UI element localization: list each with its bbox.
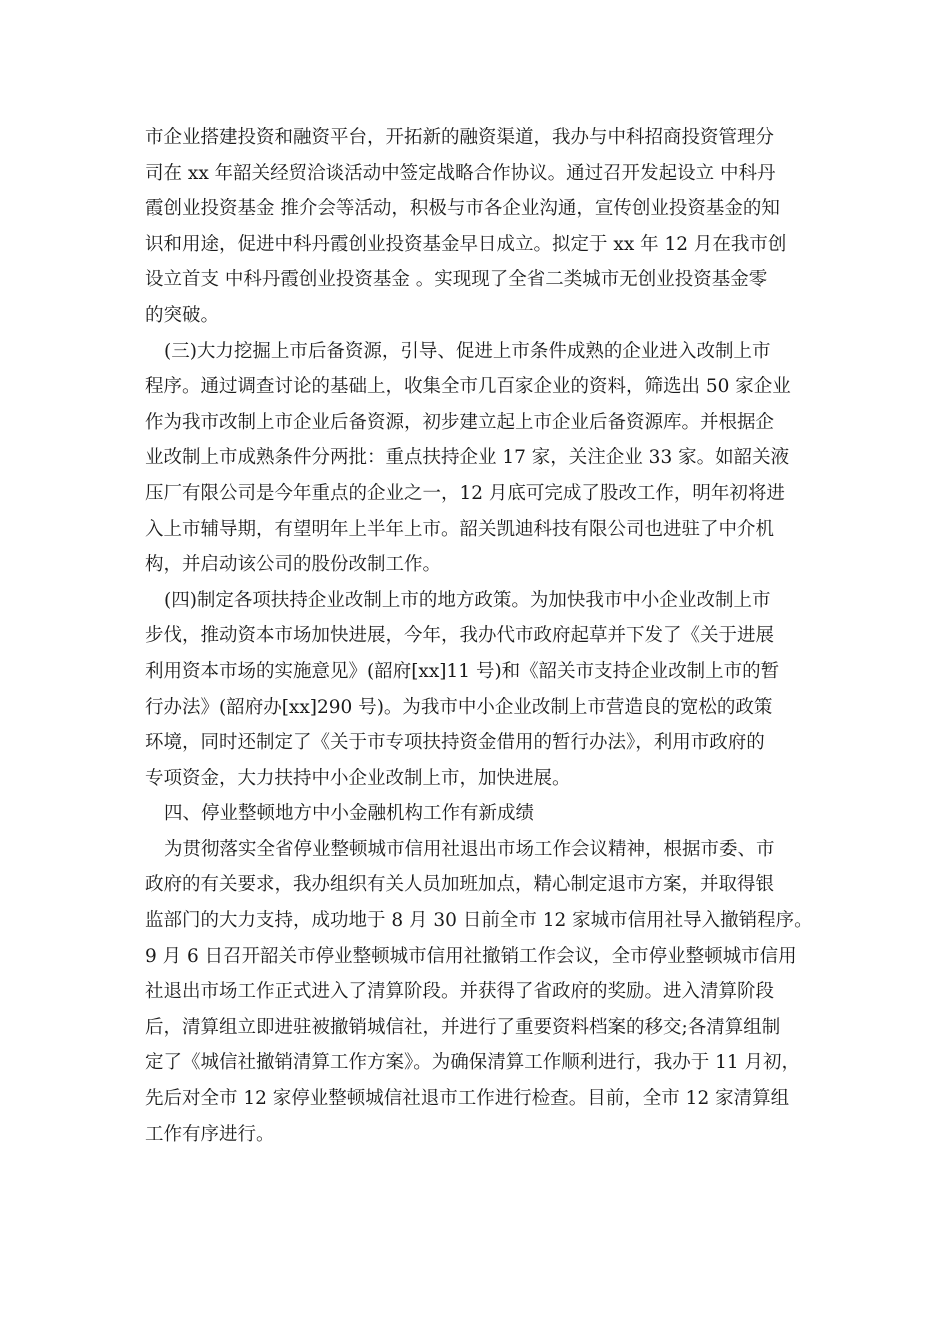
document-body [145, 120, 825, 1152]
text-line: 环境，同时还制定了《关于市专项扶持资金借用的暂行办法》，利用市政府的 [145, 732, 765, 754]
text-line: 识和用途，促进中科丹霞创业投资基金早日成立。拟定于 xx 年 12 月在我市创 [145, 233, 787, 255]
text-line: 霞创业投资基金 推介会等活动，积极与市各企业沟通，宣传创业投资基金的知 [145, 198, 780, 220]
text-line: 专项资金，大力扶持中小企业改制上市，加快进展。 [145, 767, 571, 789]
text-line: 监部门的大力支持，成功地于 8 月 30 日前全市 12 家城市信用社导入撤销程序。 [145, 910, 813, 932]
text-line: 构，并启动该公司的股份改制工作。 [145, 554, 442, 576]
text-line: 程序。通过调查讨论的基础上，收集全市几百家企业的资料，筛选出 50 家企业 [145, 376, 791, 398]
text-line: 设立首支 中科丹霞创业投资基金 。实现现了全省二类城市无创业投资基金零 [145, 269, 768, 291]
text-line: 社退出市场工作正式进入了清算阶段。并获得了省政府的奖励。进入清算阶段 [145, 981, 775, 1003]
text-line: 入上市辅导期，有望明年上半年上市。韶关凯迪科技有限公司也进驻了中介机 [145, 518, 775, 540]
text-line: 9 月 6 日召开韶关市停业整顿城市信用社撤销工作会议，全市停业整顿城市信用 [145, 945, 797, 967]
text-line: 利用资本市场的实施意见》(韶府[xx]11 号)和《韶关市支持企业改制上市的暂 [145, 660, 780, 682]
text-line: 后，清算组立即进驻被撤销城信社，并进行了重要资料档案的移交;各清算组制 [145, 1016, 781, 1038]
text-line: 工作有序进行。 [145, 1123, 275, 1145]
text-line: 定了《城信社撤销清算工作方案》。为确保清算工作顺利进行，我办于 11 月初， [145, 1052, 801, 1074]
text-line: (四)制定各项扶持企业改制上市的地方政策。为加快我市中小企业改制上市 [164, 589, 771, 611]
text-line: 四、停业整顿地方中小金融机构工作有新成绩 [164, 803, 535, 825]
text-line: 业改制上市成熟条件分两批：重点扶持企业 17 家，关注企业 33 家。如韶关液 [145, 447, 790, 469]
text-line: 市企业搭建投资和融资平台，开拓新的融资渠道，我办与中科招商投资管理分 [145, 127, 775, 148]
text-line: 行办法》(韶府办[xx]290 号)。为我市中小企业改制上市营造良的宽松的政策 [145, 696, 773, 718]
text-line: 为贯彻落实全省停业整顿城市信用社退出市场工作会议精神，根据市委、市 [164, 838, 775, 860]
text-line: 步伐，推动资本市场加快进展，今年，我办代市政府起草并下发了《关于进展 [145, 625, 775, 647]
text-line: 压厂有限公司是今年重点的企业之一，12 月底可完成了股改工作，明年初将进 [145, 482, 785, 504]
text-line: (三)大力挖掘上市后备资源，引导、促进上市条件成熟的企业进入改制上市 [164, 340, 771, 362]
text-line: 作为我市改制上市企业后备资源，初步建立起上市企业后备资源库。并根据企 [145, 411, 775, 433]
text-line: 先后对全市 12 家停业整顿城信社退市工作进行检查。目前，全市 12 家清算组 [145, 1088, 790, 1110]
text-line: 政府的有关要求，我办组织有关人员加班加点，精心制定退市方案，并取得银 [145, 874, 775, 896]
text-line: 司在 xx 年韶关经贸洽谈活动中签定战略合作协议。通过召开发起设立 中科丹 [145, 162, 776, 184]
text-line: 的突破。 [145, 304, 220, 326]
